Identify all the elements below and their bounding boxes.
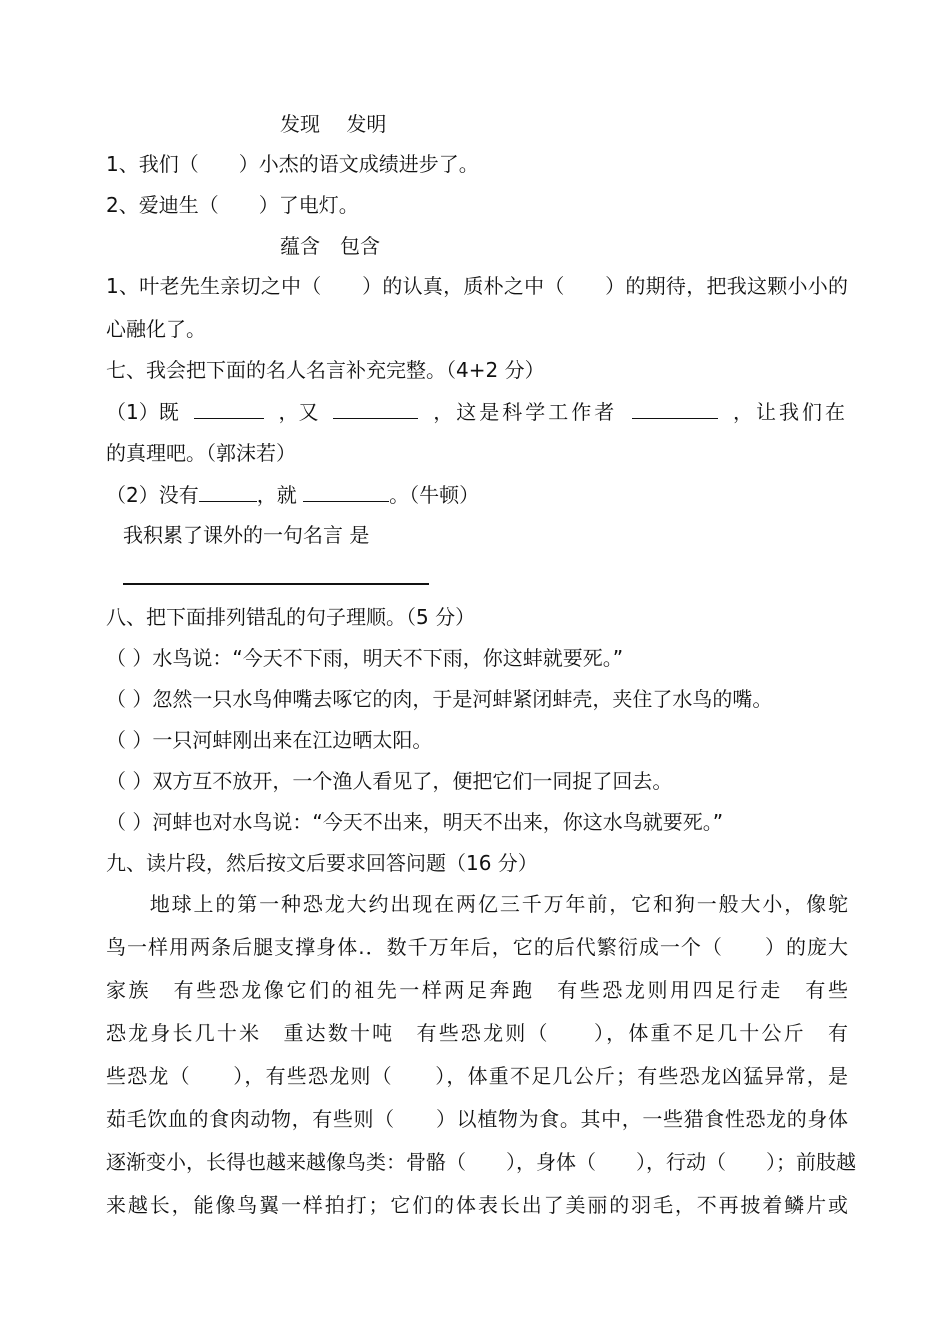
blank-line[interactable]: [194, 398, 264, 419]
item-1-text-b: ，又: [278, 400, 319, 424]
passage-line: 些恐龙（ ），有些恐龙则（ ），体重不足几公斤；有些恐龙凶猛异常，是: [106, 1064, 848, 1088]
blank-line[interactable]: [333, 398, 418, 419]
section-8-item: （ ）水鸟说：“今天不下雨，明天不下雨，你这蚌就要死。”: [106, 646, 624, 670]
section-8-item: （ ）忽然一只水鸟伸嘴去啄它的肉，于是河蚌紧闭蚌壳，夹住了水鸟的嘴。: [106, 687, 773, 711]
words-b-question-1-line-2: 心融化了。: [106, 317, 206, 341]
section-9-title: 九、读片段，然后按文后要求回答问题（16 分）: [106, 851, 538, 875]
words-b-question-1-line-1: 1、叶老先生亲切之中（ ）的认真，质朴之中（ ）的期待，把我这颗小小的: [106, 274, 848, 298]
words-a-question-1: 1、我们（ ）小杰的语文成绩进步了。: [106, 152, 479, 176]
passage-line: 逐渐变小，长得也越来越像鸟类：骨骼（ ），身体（ ），行动（ ）；前肢越: [106, 1150, 856, 1174]
section-7-extra: 我积累了课外的一句名言 是: [123, 523, 370, 547]
words-b-header: 蕴含 包含: [280, 234, 380, 258]
passage-line: 鸟一样用两条后腿支撑身体.．数千万年后，它的后代繁衍成一个（ ）的庞大: [106, 935, 848, 959]
section-8-title: 八、把下面排列错乱的句子理顺。（5 分）: [106, 605, 476, 629]
blank-line[interactable]: [632, 398, 718, 419]
passage-line: 茹毛饮血的食肉动物，有些则（ ）以植物为食。其中，一些猎食性恐龙的身体: [106, 1107, 848, 1131]
passage-line: 地球上的第一种恐龙大约出现在两亿三千万年前，它和狗一般大小，像鸵: [106, 892, 848, 916]
blank-line[interactable]: [303, 481, 389, 502]
item-1-text-c: ，这是科学工作者: [433, 400, 618, 424]
answer-line[interactable]: [123, 583, 429, 585]
item-1-text-a: （1）既: [106, 400, 179, 424]
section-7-item-1-line-1: [106, 398, 848, 425]
section-8-item: （ ）河蚌也对水鸟说：“今天不出来，明天不出来，你这水鸟就要死。”: [106, 810, 724, 834]
section-8-item: （ ）一只河蚌刚出来在江边晒太阳。: [106, 728, 433, 752]
passage-line: 家族 有些恐龙像它们的祖先一样两足奔跑 有些恐龙则用四足行走 有些: [106, 978, 848, 1002]
blank-line[interactable]: [199, 481, 257, 502]
passage-line: 来越长，能像鸟翼一样拍打；它们的体表长出了美丽的羽毛，不再披着鳞片或: [106, 1193, 848, 1217]
section-7-title: 七、我会把下面的名人名言补充完整。（4+2 分）: [106, 358, 545, 382]
item-1-text-d: ，让我们在: [732, 400, 848, 424]
section-8-item: （ ）双方互不放开，一个渔人看见了，便把它们一同捉了回去。: [106, 769, 673, 793]
item-2-text-c: 。（牛顿）: [389, 483, 480, 507]
passage-line: 恐龙身长几十米 重达数十吨 有些恐龙则（ ），体重不足几十公斤 有: [106, 1021, 848, 1045]
section-7-item-2: [106, 481, 479, 508]
section-7-item-1-line-2: 的真理吧。（郭沫若）: [106, 441, 296, 465]
item-2-text-a: （2）没有: [106, 483, 199, 507]
item-2-text-b: ，就: [256, 483, 297, 507]
words-a-header: 发现 发明: [280, 112, 387, 136]
words-a-question-2: 2、爱迪生（ ）了电灯。: [106, 193, 359, 217]
